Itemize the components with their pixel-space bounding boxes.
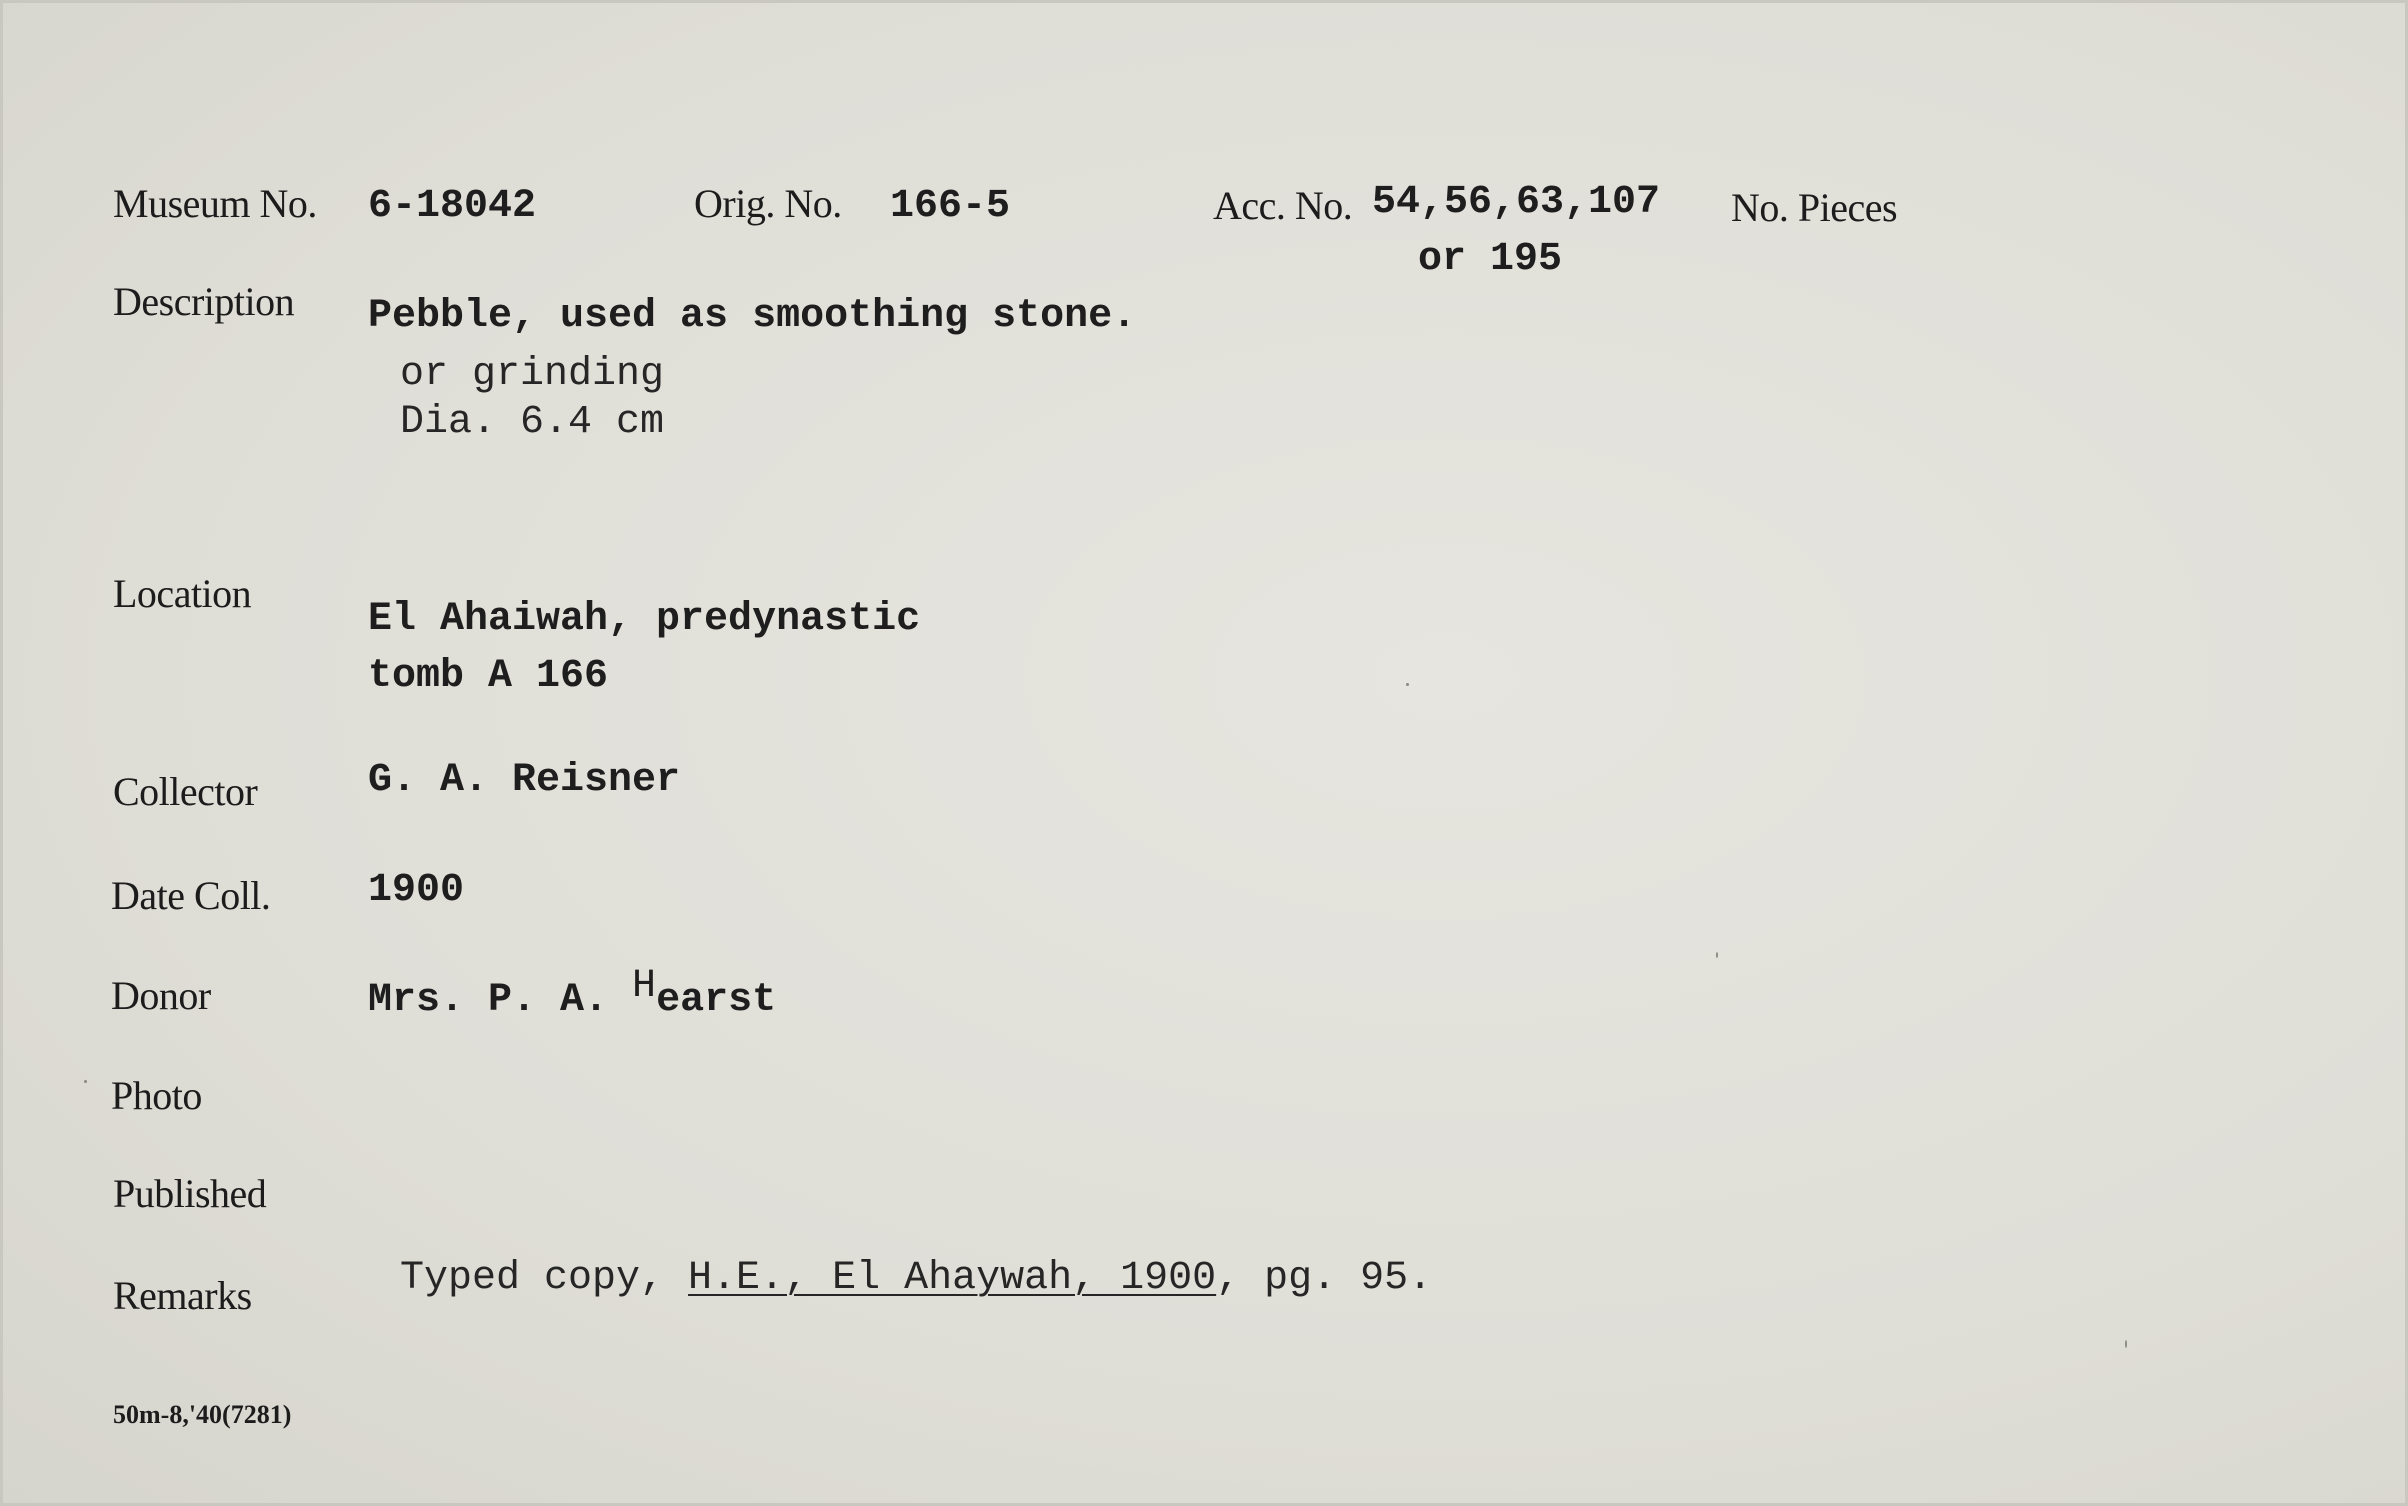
paper-speck — [1716, 952, 1718, 958]
donor-suffix: earst — [656, 978, 777, 1023]
acc-no-label: Acc. No. — [1213, 183, 1353, 228]
acc-no-alt-value: or 195 — [1418, 237, 1563, 282]
paper-speck — [1406, 683, 1409, 686]
donor-label: Donor — [111, 973, 211, 1018]
donor-prefix: Mrs. P. A. — [368, 978, 633, 1023]
date-coll-label: Date Coll. — [111, 873, 271, 918]
acc-no-value: 54,56,63,107 — [1372, 180, 1661, 225]
description-line-3: Dia. 6.4 cm — [400, 400, 665, 445]
published-label: Published — [113, 1171, 267, 1216]
orig-no-value: 166-5 — [890, 184, 1011, 229]
remarks-prefix: Typed copy, — [400, 1256, 689, 1301]
donor-raised-letter: H — [632, 964, 657, 1009]
remarks-value — [400, 1256, 1432, 1301]
museum-no-value: 6-18042 — [368, 184, 537, 229]
no-pieces-label: No. Pieces — [1731, 185, 1898, 230]
description-label: Description — [113, 279, 295, 324]
collector-label: Collector — [113, 769, 258, 814]
collector-value: G. A. Reisner — [368, 758, 681, 803]
location-label: Location — [113, 571, 252, 616]
location-line-1: El Ahaiwah, predynastic — [368, 597, 921, 642]
description-line-2: or grinding — [400, 352, 665, 397]
location-line-2: tomb A 166 — [368, 654, 609, 699]
photo-label: Photo — [111, 1073, 202, 1118]
museum-no-label: Museum No. — [113, 181, 317, 226]
paper-speck — [84, 1080, 87, 1083]
form-print-code: 50m-8,'40(7281) — [113, 1400, 292, 1429]
date-coll-value: 1900 — [368, 868, 465, 913]
description-line-1: Pebble, used as smoothing stone. — [368, 294, 1137, 339]
remarks-citation: H.E., El Ahaywah, 1900 — [688, 1256, 1217, 1301]
orig-no-label: Orig. No. — [694, 181, 842, 226]
remarks-label: Remarks — [113, 1273, 252, 1318]
paper-speck — [2125, 1340, 2127, 1348]
donor-value — [368, 964, 777, 1023]
remarks-suffix: , pg. 95. — [1216, 1256, 1433, 1301]
